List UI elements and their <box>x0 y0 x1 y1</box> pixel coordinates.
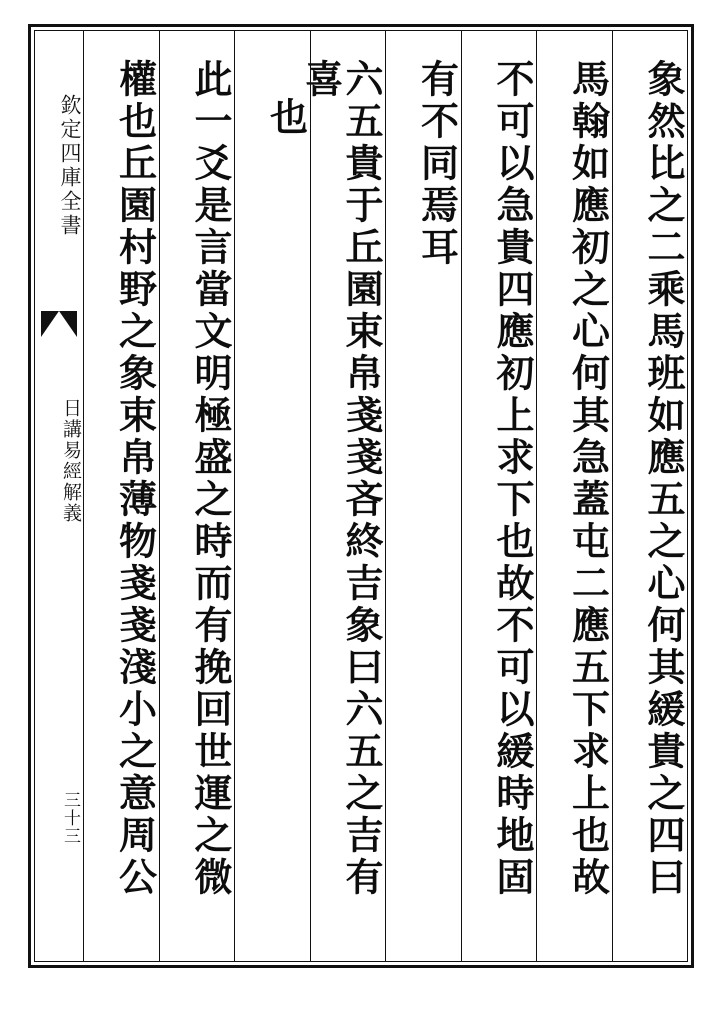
column-text: 馬翰如應初之心何其急蓋屯二應五下求上也故 <box>565 59 611 899</box>
page-number: 三十三 <box>60 791 80 845</box>
text-column <box>385 31 461 961</box>
text-column <box>234 31 310 961</box>
text-column-group <box>83 31 687 961</box>
text-column <box>298 31 386 961</box>
text-column <box>612 31 688 961</box>
column-text: 權也丘園村野之象束帛薄物戔戔淺小之意周公 <box>112 59 158 899</box>
text-column <box>461 31 537 961</box>
text-column <box>83 31 159 961</box>
book-title: 日講易經解義 <box>60 398 82 524</box>
column-text: 象然比之二乘馬班如應五之心何其緩貴之四曰 <box>641 59 686 899</box>
column-text: 不可以急貴四應初上求下也故不可以緩時地固 <box>490 59 535 899</box>
fishtail-mark-icon <box>41 311 77 365</box>
series-title: 欽定四庫全書 <box>58 94 82 238</box>
text-column <box>159 31 235 961</box>
column-text: 此一爻是言當文明極盛之時而有挽回世運之微 <box>188 59 233 899</box>
text-column <box>536 31 612 961</box>
column-text: 也 <box>263 97 309 139</box>
column-text: 六五貴于丘園束帛戔戔吝終吉象曰六五之吉有喜 <box>298 59 384 899</box>
column-text: 有不同焉耳 <box>414 59 460 269</box>
page-margin-band <box>35 31 83 961</box>
